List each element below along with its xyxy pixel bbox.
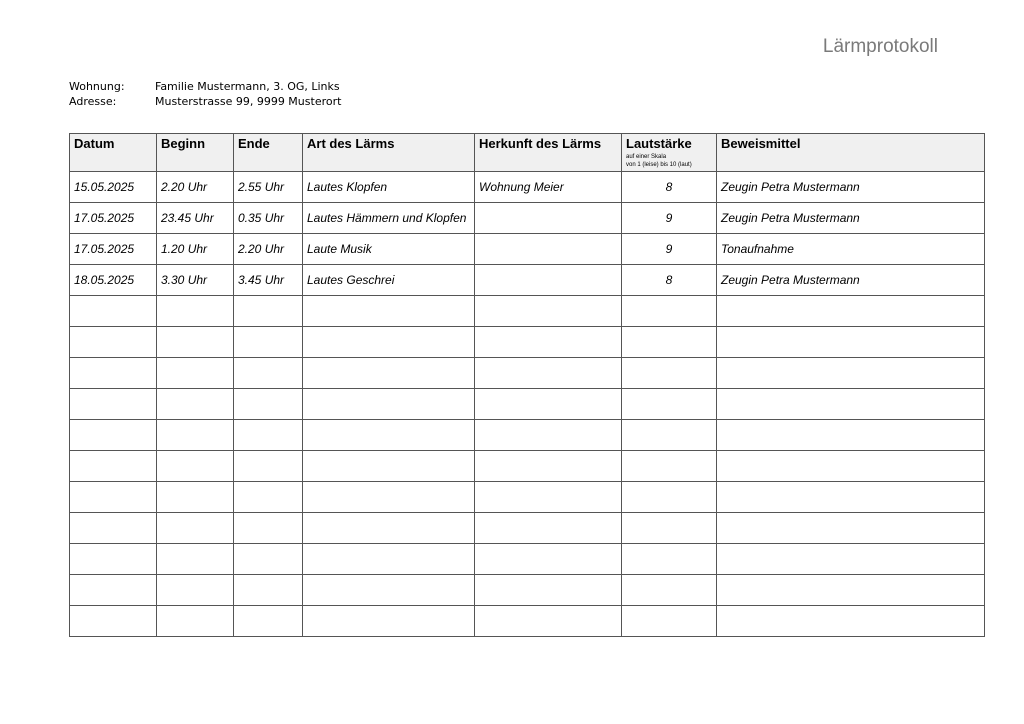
column-header-lautstaerke-label: Lautstärke: [626, 136, 692, 151]
cell-datum: [70, 513, 157, 544]
table-row: [70, 327, 985, 358]
cell-lautstaerke: [622, 513, 717, 544]
table-row: [70, 172, 985, 203]
document-title: Lärmprotokoll: [822, 36, 938, 57]
table-row: [70, 451, 985, 482]
table-row: [70, 544, 985, 575]
info-block: [69, 79, 341, 109]
cell-ende: [234, 575, 303, 606]
cell-herkunft: [475, 203, 622, 234]
cell-lautstaerke: [622, 544, 717, 575]
cell-beweismittel: Zeugin Petra Mustermann: [717, 172, 985, 203]
table-row: [70, 358, 985, 389]
cell-art: [303, 451, 475, 482]
cell-herkunft: [475, 389, 622, 420]
cell-beweismittel: [717, 451, 985, 482]
info-label: Wohnung:: [69, 80, 125, 93]
column-header-ende: Ende: [234, 134, 303, 172]
cell-datum: [70, 420, 157, 451]
cell-beginn: [157, 451, 234, 482]
cell-ende: [234, 513, 303, 544]
lautstaerke-scale-line-2: von 1 (leise) bis 10 (laut): [626, 162, 692, 168]
cell-beweismittel: [717, 389, 985, 420]
cell-beweismittel: Zeugin Petra Mustermann: [717, 203, 985, 234]
cell-herkunft: [475, 482, 622, 513]
cell-ende: 2.55 Uhr: [234, 172, 303, 203]
cell-lautstaerke: [622, 358, 717, 389]
table-row: [70, 203, 985, 234]
cell-beginn: [157, 358, 234, 389]
cell-beginn: 2.20 Uhr: [157, 172, 234, 203]
cell-herkunft: [475, 420, 622, 451]
cell-herkunft: [475, 265, 622, 296]
cell-herkunft: [475, 544, 622, 575]
cell-herkunft: Wohnung Meier: [475, 172, 622, 203]
cell-herkunft: [475, 513, 622, 544]
cell-ende: [234, 544, 303, 575]
table-row: [70, 575, 985, 606]
cell-lautstaerke: [622, 420, 717, 451]
column-header-lautstaerke: [622, 134, 717, 172]
cell-herkunft: [475, 451, 622, 482]
cell-beginn: [157, 513, 234, 544]
column-header-beginn: Beginn: [157, 134, 234, 172]
cell-art: Laute Musik: [303, 234, 475, 265]
lautstaerke-scale-line-1: auf einer Skala: [626, 154, 667, 160]
cell-art: [303, 389, 475, 420]
cell-beweismittel: [717, 296, 985, 327]
cell-ende: [234, 296, 303, 327]
info-value: Familie Mustermann, 3. OG, Links: [155, 80, 340, 93]
cell-art: [303, 544, 475, 575]
cell-beginn: 23.45 Uhr: [157, 203, 234, 234]
cell-ende: [234, 389, 303, 420]
info-row-wohnung: [69, 79, 341, 94]
noise-protocol-table: [69, 133, 985, 637]
cell-datum: [70, 327, 157, 358]
cell-art: Lautes Hämmern und Klopfen: [303, 203, 475, 234]
info-label: Adresse:: [69, 95, 117, 108]
cell-beweismittel: [717, 327, 985, 358]
cell-lautstaerke: [622, 389, 717, 420]
cell-beginn: [157, 389, 234, 420]
cell-ende: [234, 451, 303, 482]
cell-lautstaerke: [622, 482, 717, 513]
cell-art: [303, 513, 475, 544]
cell-art: [303, 420, 475, 451]
cell-beginn: [157, 327, 234, 358]
table-row: [70, 420, 985, 451]
cell-ende: 3.45 Uhr: [234, 265, 303, 296]
cell-datum: [70, 296, 157, 327]
cell-beweismittel: Zeugin Petra Mustermann: [717, 265, 985, 296]
cell-herkunft: [475, 296, 622, 327]
cell-ende: 0.35 Uhr: [234, 203, 303, 234]
cell-ende: [234, 327, 303, 358]
cell-herkunft: [475, 234, 622, 265]
column-header-herkunft: Herkunft des Lärms: [475, 134, 622, 172]
cell-datum: 18.05.2025: [70, 265, 157, 296]
cell-art: [303, 575, 475, 606]
cell-art: Lautes Klopfen: [303, 172, 475, 203]
cell-beweismittel: [717, 544, 985, 575]
cell-herkunft: [475, 606, 622, 637]
cell-art: [303, 358, 475, 389]
cell-beginn: [157, 482, 234, 513]
cell-lautstaerke: [622, 296, 717, 327]
cell-ende: 2.20 Uhr: [234, 234, 303, 265]
cell-beginn: [157, 575, 234, 606]
column-header-datum: Datum: [70, 134, 157, 172]
cell-beginn: 3.30 Uhr: [157, 265, 234, 296]
cell-datum: [70, 575, 157, 606]
cell-lautstaerke: [622, 451, 717, 482]
cell-beweismittel: [717, 358, 985, 389]
cell-datum: [70, 389, 157, 420]
cell-datum: 15.05.2025: [70, 172, 157, 203]
cell-art: [303, 606, 475, 637]
cell-beweismittel: [717, 575, 985, 606]
table-row: [70, 234, 985, 265]
table-row: [70, 482, 985, 513]
table-row: [70, 513, 985, 544]
cell-beginn: [157, 420, 234, 451]
cell-herkunft: [475, 358, 622, 389]
cell-beginn: [157, 296, 234, 327]
cell-datum: [70, 358, 157, 389]
cell-art: [303, 482, 475, 513]
cell-datum: 17.05.2025: [70, 203, 157, 234]
cell-lautstaerke: [622, 606, 717, 637]
table-row: [70, 389, 985, 420]
cell-lautstaerke: [622, 327, 717, 358]
cell-datum: [70, 606, 157, 637]
cell-herkunft: [475, 575, 622, 606]
cell-art: [303, 327, 475, 358]
cell-datum: [70, 544, 157, 575]
cell-beweismittel: [717, 420, 985, 451]
cell-ende: [234, 606, 303, 637]
cell-ende: [234, 482, 303, 513]
cell-art: Lautes Geschrei: [303, 265, 475, 296]
cell-ende: [234, 420, 303, 451]
table-row: [70, 265, 985, 296]
cell-beweismittel: [717, 482, 985, 513]
cell-beweismittel: [717, 606, 985, 637]
info-row-adresse: [69, 94, 341, 109]
info-value: Musterstrasse 99, 9999 Musterort: [155, 95, 342, 108]
cell-lautstaerke: 9: [622, 203, 717, 234]
cell-lautstaerke: 9: [622, 234, 717, 265]
cell-beginn: [157, 606, 234, 637]
table-body: [70, 172, 985, 637]
column-header-art: Art des Lärms: [303, 134, 475, 172]
cell-lautstaerke: [622, 575, 717, 606]
cell-ende: [234, 358, 303, 389]
table-row: [70, 296, 985, 327]
cell-beweismittel: Tonaufnahme: [717, 234, 985, 265]
cell-beginn: [157, 544, 234, 575]
table-header-row: [70, 134, 985, 172]
cell-beweismittel: [717, 513, 985, 544]
column-header-beweismittel: Beweismittel: [717, 134, 985, 172]
cell-beginn: 1.20 Uhr: [157, 234, 234, 265]
cell-lautstaerke: 8: [622, 172, 717, 203]
cell-art: [303, 296, 475, 327]
table-row: [70, 606, 985, 637]
cell-herkunft: [475, 327, 622, 358]
cell-datum: [70, 482, 157, 513]
cell-datum: 17.05.2025: [70, 234, 157, 265]
cell-lautstaerke: 8: [622, 265, 717, 296]
cell-datum: [70, 451, 157, 482]
